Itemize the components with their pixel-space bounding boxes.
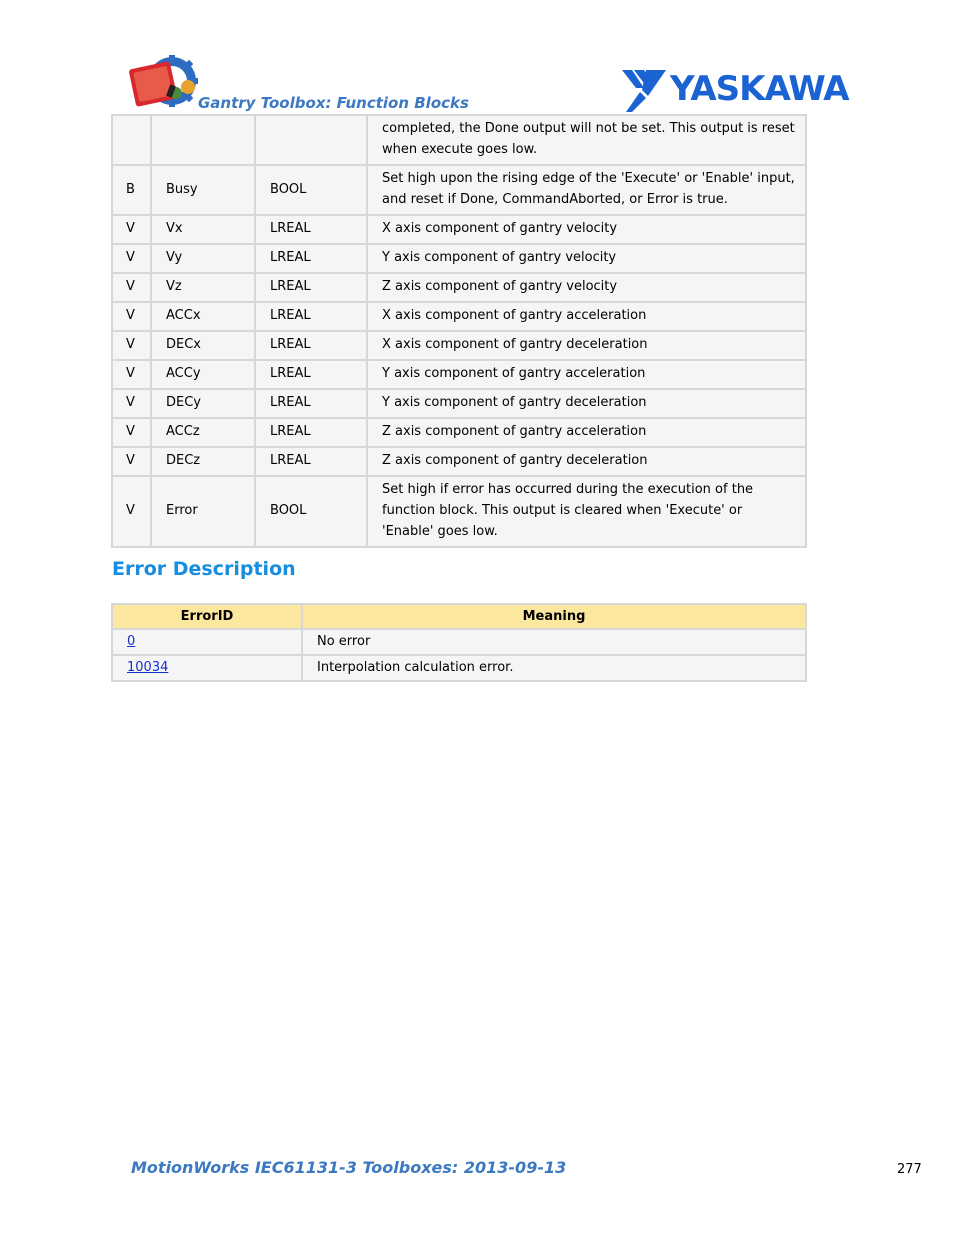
- param-type-cell: V: [112, 389, 151, 418]
- param-type-cell: V: [112, 360, 151, 389]
- error-id-cell: [112, 629, 302, 655]
- param-description-cell: completed, the Done output will not be set. This output is reset when execute goes low.: [367, 115, 806, 165]
- table-row: [112, 476, 806, 547]
- param-type-cell: V: [112, 331, 151, 360]
- param-datatype-cell: BOOL: [255, 476, 367, 547]
- param-description-cell: Y axis component of gantry deceleration: [367, 389, 806, 418]
- table-row: [112, 418, 806, 447]
- table-row: [112, 115, 806, 165]
- param-description-cell: Y axis component of gantry velocity: [367, 244, 806, 273]
- table-row: [112, 302, 806, 331]
- toolbox-gear-logo-icon: [128, 55, 200, 111]
- table-row: [112, 215, 806, 244]
- param-description-cell: Z axis component of gantry velocity: [367, 273, 806, 302]
- error-table-header-row: [112, 604, 806, 629]
- param-datatype-cell: LREAL: [255, 360, 367, 389]
- param-description-cell: Z axis component of gantry acceleration: [367, 418, 806, 447]
- param-type-cell: V: [112, 476, 151, 547]
- param-datatype-cell: LREAL: [255, 389, 367, 418]
- param-name-cell: Busy: [151, 165, 255, 215]
- param-name-cell: ACCy: [151, 360, 255, 389]
- param-name-cell: Vx: [151, 215, 255, 244]
- param-name-cell: DECz: [151, 447, 255, 476]
- param-type-cell: B: [112, 165, 151, 215]
- param-description-cell: Y axis component of gantry acceleration: [367, 360, 806, 389]
- error-id-link[interactable]: 0: [127, 634, 136, 649]
- param-type-cell: [112, 115, 151, 165]
- table-row: [112, 629, 806, 655]
- parameters-table: [111, 114, 807, 548]
- param-description-cell: Z axis component of gantry deceleration: [367, 447, 806, 476]
- error-meaning-cell: Interpolation calculation error.: [302, 655, 806, 681]
- param-description-cell: Set high upon the rising edge of the 'Execute' or 'Enable' input, and reset if Done, CommandAborted, or Error is true.: [367, 165, 806, 215]
- error-description-heading: Error Description: [112, 558, 296, 580]
- param-name-cell: ACCz: [151, 418, 255, 447]
- column-header-errorid: ErrorID: [112, 604, 302, 629]
- param-type-cell: V: [112, 447, 151, 476]
- param-type-cell: V: [112, 418, 151, 447]
- param-description-cell: X axis component of gantry deceleration: [367, 331, 806, 360]
- table-row: [112, 360, 806, 389]
- param-name-cell: Vz: [151, 273, 255, 302]
- error-id-cell: [112, 655, 302, 681]
- document-footer-title: MotionWorks IEC61131-3 Toolboxes: 2013-09-13: [131, 1158, 567, 1177]
- param-name-cell: [151, 115, 255, 165]
- param-name-cell: Vy: [151, 244, 255, 273]
- table-row: [112, 447, 806, 476]
- param-type-cell: V: [112, 215, 151, 244]
- param-name-cell: DECy: [151, 389, 255, 418]
- table-row: [112, 655, 806, 681]
- error-meaning-cell: No error: [302, 629, 806, 655]
- param-description-cell: Set high if error has occurred during the execution of the function block. This output is cleared when 'Execute' or 'Enable' goes low.: [367, 476, 806, 547]
- param-type-cell: V: [112, 244, 151, 273]
- param-type-cell: V: [112, 302, 151, 331]
- param-datatype-cell: LREAL: [255, 447, 367, 476]
- param-datatype-cell: BOOL: [255, 165, 367, 215]
- table-row: [112, 331, 806, 360]
- error-table: [111, 603, 807, 682]
- param-description-cell: X axis component of gantry velocity: [367, 215, 806, 244]
- brand-name: YASKAWA: [670, 69, 849, 109]
- column-header-meaning: Meaning: [302, 604, 806, 629]
- param-datatype-cell: LREAL: [255, 215, 367, 244]
- param-description-cell: X axis component of gantry acceleration: [367, 302, 806, 331]
- param-datatype-cell: LREAL: [255, 418, 367, 447]
- table-row: [112, 389, 806, 418]
- param-datatype-cell: [255, 115, 367, 165]
- param-datatype-cell: LREAL: [255, 273, 367, 302]
- table-row: [112, 273, 806, 302]
- param-type-cell: V: [112, 273, 151, 302]
- error-id-link[interactable]: 10034: [127, 660, 169, 675]
- param-name-cell: DECx: [151, 331, 255, 360]
- page-number: 277: [897, 1162, 922, 1177]
- document-header-title: Gantry Toolbox: Function Blocks: [198, 94, 469, 112]
- param-datatype-cell: LREAL: [255, 302, 367, 331]
- yaskawa-logo-icon: [622, 66, 666, 112]
- param-datatype-cell: LREAL: [255, 331, 367, 360]
- param-datatype-cell: LREAL: [255, 244, 367, 273]
- table-row: [112, 165, 806, 215]
- param-name-cell: ACCx: [151, 302, 255, 331]
- param-name-cell: Error: [151, 476, 255, 547]
- brand-logo: [622, 66, 849, 112]
- table-row: [112, 244, 806, 273]
